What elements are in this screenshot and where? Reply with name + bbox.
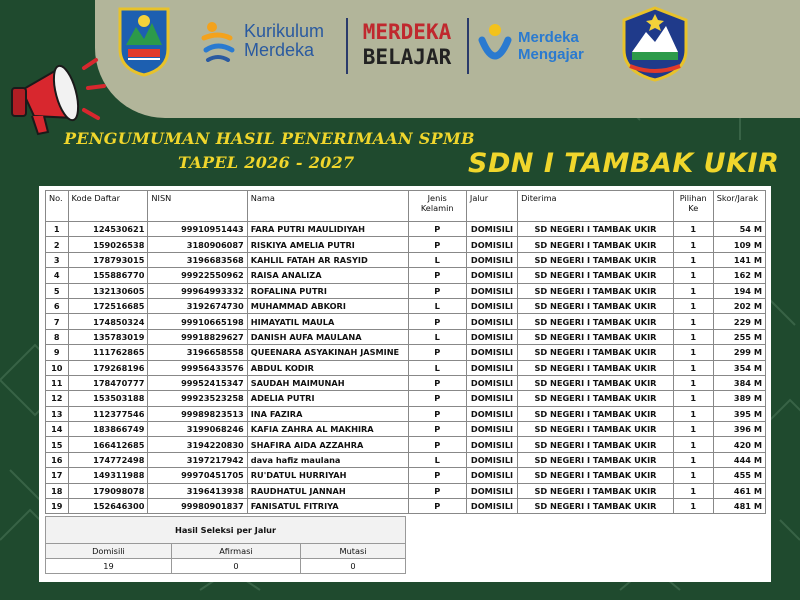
cell-diterima: SD NEGERI I TAMBAK UKIR (518, 360, 674, 375)
cell-nama: RISKIYA AMELIA PUTRI (247, 237, 408, 252)
cell-no: 4 (46, 268, 69, 283)
cell-kode: 174850324 (68, 314, 148, 329)
cell-skor: 54 M (713, 222, 765, 237)
header-jenis-kelamin (408, 191, 466, 222)
cell-jalur: DOMISILI (466, 483, 517, 498)
cell-jalur: DOMISILI (466, 283, 517, 298)
cell-kode: 132130605 (68, 283, 148, 298)
regency-emblem-icon (116, 5, 172, 77)
cell-nisn: 99922550962 (148, 268, 247, 283)
header-pilihan (673, 191, 713, 222)
mengajar-figure-icon (478, 22, 512, 70)
cell-no: 8 (46, 329, 69, 344)
cell-skor: 461 M (713, 483, 765, 498)
cell-diterima: SD NEGERI I TAMBAK UKIR (518, 283, 674, 298)
cell-skor: 396 M (713, 422, 765, 437)
table-row (46, 314, 766, 329)
cell-kode: 155886770 (68, 268, 148, 283)
cell-diterima: SD NEGERI I TAMBAK UKIR (518, 298, 674, 313)
table-row (46, 329, 766, 344)
cell-skor: 389 M (713, 391, 765, 406)
cell-pilihan: 1 (673, 268, 713, 283)
cell-pilihan: 1 (673, 483, 713, 498)
announcement-title: PENGUMUMAN HASIL PENERIMAAN SPMB (64, 129, 475, 148)
merdeka-belajar-line1: MERDEKA (362, 20, 452, 44)
table-row (46, 437, 766, 452)
cell-nama: HIMAYATIL MAULA (247, 314, 408, 329)
cell-diterima: SD NEGERI I TAMBAK UKIR (518, 237, 674, 252)
cell-pilihan: 1 (673, 329, 713, 344)
cell-diterima: SD NEGERI I TAMBAK UKIR (518, 375, 674, 390)
cell-diterima: SD NEGERI I TAMBAK UKIR (518, 314, 674, 329)
cell-no: 18 (46, 483, 69, 498)
cell-jalur: DOMISILI (466, 468, 517, 483)
cell-jk: L (408, 360, 466, 375)
table-row (46, 237, 766, 252)
cell-pilihan: 1 (673, 406, 713, 421)
cell-skor: 420 M (713, 437, 765, 452)
cell-diterima: SD NEGERI I TAMBAK UKIR (518, 406, 674, 421)
cell-nisn: 99989823513 (148, 406, 247, 421)
cell-kode: 135783019 (68, 329, 148, 344)
cell-jalur: DOMISILI (466, 268, 517, 283)
cell-pilihan: 1 (673, 452, 713, 467)
cell-kode: 112377546 (68, 406, 148, 421)
cell-jk: P (408, 237, 466, 252)
cell-nama: KAHLIL FATAH AR RASYID (247, 252, 408, 267)
cell-jk: P (408, 222, 466, 237)
cell-pilihan: 1 (673, 422, 713, 437)
summary-value-mutasi: 0 (301, 559, 406, 574)
cell-nisn: 3196413938 (148, 483, 247, 498)
cell-no: 15 (46, 437, 69, 452)
cell-diterima: SD NEGERI I TAMBAK UKIR (518, 452, 674, 467)
cell-nisn: 99970451705 (148, 468, 247, 483)
cell-jk: P (408, 499, 466, 514)
cell-pilihan: 1 (673, 283, 713, 298)
cell-skor: 444 M (713, 452, 765, 467)
cell-no: 2 (46, 237, 69, 252)
cell-nama: RAUDHATUL JANNAH (247, 483, 408, 498)
cell-jk: P (408, 314, 466, 329)
summary-value-afirmasi: 0 (171, 559, 300, 574)
cell-no: 17 (46, 468, 69, 483)
cell-nama: MUHAMMAD ABKORI (247, 298, 408, 313)
summary-value-domisili: 19 (46, 559, 172, 574)
header-pil-line1: Pilihan (679, 193, 707, 203)
table-row (46, 345, 766, 360)
table-row (46, 298, 766, 313)
merdeka-mengajar-logo (478, 22, 584, 70)
cell-skor: 162 M (713, 268, 765, 283)
table-row (46, 452, 766, 467)
merdeka-belajar-logo (352, 20, 462, 70)
cell-jk: P (408, 345, 466, 360)
cell-pilihan: 1 (673, 360, 713, 375)
header-nisn: NISN (148, 191, 247, 222)
cell-diterima: SD NEGERI I TAMBAK UKIR (518, 391, 674, 406)
summary-table (45, 516, 406, 574)
cell-jk: P (408, 422, 466, 437)
mengajar-line1: Merdeka (518, 29, 579, 46)
cell-no: 16 (46, 452, 69, 467)
cell-nisn: 99918829627 (148, 329, 247, 344)
header-jalur: Jalur (466, 191, 517, 222)
cell-pilihan: 1 (673, 237, 713, 252)
cell-kode: 183866749 (68, 422, 148, 437)
logo-separator (467, 18, 469, 74)
cell-nama: FARA PUTRI MAULIDIYAH (247, 222, 408, 237)
cell-diterima: SD NEGERI I TAMBAK UKIR (518, 345, 674, 360)
announcement-period: TAPEL 2026 - 2027 (178, 153, 355, 172)
cell-nama: RAISA ANALIZA (247, 268, 408, 283)
cell-no: 3 (46, 252, 69, 267)
school-name: SDN I TAMBAK UKIR (468, 148, 780, 179)
cell-no: 6 (46, 298, 69, 313)
table-row (46, 468, 766, 483)
cell-jalur: DOMISILI (466, 375, 517, 390)
cell-no: 5 (46, 283, 69, 298)
cell-pilihan: 1 (673, 375, 713, 390)
cell-jk: P (408, 283, 466, 298)
cell-jalur: DOMISILI (466, 452, 517, 467)
cell-diterima: SD NEGERI I TAMBAK UKIR (518, 483, 674, 498)
cell-nama: INA FAZIRA (247, 406, 408, 421)
cell-jk: P (408, 268, 466, 283)
cell-nisn: 99956433576 (148, 360, 247, 375)
cell-no: 9 (46, 345, 69, 360)
table-row (46, 391, 766, 406)
cell-jalur: DOMISILI (466, 391, 517, 406)
cell-nisn: 99910951443 (148, 222, 247, 237)
cell-nama: ADELIA PUTRI (247, 391, 408, 406)
cell-nisn: 3196658558 (148, 345, 247, 360)
table-row (46, 483, 766, 498)
cell-kode: 124530621 (68, 222, 148, 237)
table-row (46, 422, 766, 437)
cell-jk: P (408, 391, 466, 406)
cell-jk: P (408, 437, 466, 452)
cell-kode: 178793015 (68, 252, 148, 267)
cell-nama: dava hafiz maulana (247, 452, 408, 467)
cell-diterima: SD NEGERI I TAMBAK UKIR (518, 437, 674, 452)
kurikulum-figure-icon (200, 20, 236, 62)
cell-skor: 395 M (713, 406, 765, 421)
cell-no: 7 (46, 314, 69, 329)
cell-nama: SHAFIRA AIDA AZZAHRA (247, 437, 408, 452)
table-header-row (46, 191, 766, 222)
cell-no: 14 (46, 422, 69, 437)
cell-jalur: DOMISILI (466, 237, 517, 252)
cell-pilihan: 1 (673, 252, 713, 267)
cell-skor: 299 M (713, 345, 765, 360)
cell-nama: KAFIA ZAHRA AL MAKHIRA (247, 422, 408, 437)
cell-kode: 166412685 (68, 437, 148, 452)
header-kode: Kode Daftar (68, 191, 148, 222)
logo-separator (346, 18, 348, 74)
cell-jalur: DOMISILI (466, 252, 517, 267)
cell-pilihan: 1 (673, 345, 713, 360)
cell-kode: 172516685 (68, 298, 148, 313)
summary-title: Hasil Seleksi per Jalur (46, 517, 406, 544)
cell-pilihan: 1 (673, 499, 713, 514)
cell-skor: 255 M (713, 329, 765, 344)
cell-jk: P (408, 406, 466, 421)
cell-pilihan: 1 (673, 222, 713, 237)
cell-jalur: DOMISILI (466, 406, 517, 421)
cell-kode: 159026538 (68, 237, 148, 252)
header-jk-line2: Kelamin (420, 203, 454, 213)
table-row (46, 283, 766, 298)
cell-no: 13 (46, 406, 69, 421)
cell-nisn: 3180906087 (148, 237, 247, 252)
cell-pilihan: 1 (673, 298, 713, 313)
table-row (46, 360, 766, 375)
cell-jk: L (408, 252, 466, 267)
cell-diterima: SD NEGERI I TAMBAK UKIR (518, 499, 674, 514)
province-emblem-icon (620, 6, 690, 82)
cell-skor: 481 M (713, 499, 765, 514)
cell-diterima: SD NEGERI I TAMBAK UKIR (518, 252, 674, 267)
cell-nama: FANISATUL FITRIYA (247, 499, 408, 514)
kurikulum-line1: Kurikulum (244, 21, 325, 41)
cell-kode: 152646300 (68, 499, 148, 514)
kurikulum-line2: Merdeka (244, 40, 315, 60)
cell-skor: 229 M (713, 314, 765, 329)
cell-diterima: SD NEGERI I TAMBAK UKIR (518, 468, 674, 483)
summary-label-mutasi: Mutasi (301, 544, 406, 559)
cell-nisn: 99952415347 (148, 375, 247, 390)
cell-nama: ABDUL KODIR (247, 360, 408, 375)
cell-jk: L (408, 298, 466, 313)
cell-kode: 153503188 (68, 391, 148, 406)
cell-nama: QUEENARA ASYAKINAH JASMINE (247, 345, 408, 360)
cell-skor: 384 M (713, 375, 765, 390)
cell-nisn: 99964993332 (148, 283, 247, 298)
header-pil-line2: Ke (688, 203, 699, 213)
merdeka-belajar-line2: BELAJAR (362, 45, 452, 69)
cell-jalur: DOMISILI (466, 329, 517, 344)
cell-skor: 109 M (713, 237, 765, 252)
cell-nisn: 3192674730 (148, 298, 247, 313)
cell-jalur: DOMISILI (466, 422, 517, 437)
header-skor: Skor/Jarak (713, 191, 765, 222)
header-jk-line1: Jenis (427, 193, 447, 203)
mengajar-line2: Mengajar (518, 46, 584, 63)
cell-kode: 174772498 (68, 452, 148, 467)
cell-diterima: SD NEGERI I TAMBAK UKIR (518, 422, 674, 437)
table-row (46, 375, 766, 390)
cell-pilihan: 1 (673, 437, 713, 452)
kurikulum-merdeka-logo (200, 20, 324, 62)
cell-nisn: 3194220830 (148, 437, 247, 452)
table-row (46, 222, 766, 237)
cell-skor: 202 M (713, 298, 765, 313)
cell-kode: 179098078 (68, 483, 148, 498)
cell-diterima: SD NEGERI I TAMBAK UKIR (518, 268, 674, 283)
cell-jk: P (408, 483, 466, 498)
table-row (46, 268, 766, 283)
cell-kode: 111762865 (68, 345, 148, 360)
cell-jalur: DOMISILI (466, 222, 517, 237)
cell-nisn: 3196683568 (148, 252, 247, 267)
cell-skor: 141 M (713, 252, 765, 267)
cell-nisn: 99923523258 (148, 391, 247, 406)
cell-jalur: DOMISILI (466, 345, 517, 360)
cell-skor: 194 M (713, 283, 765, 298)
cell-nisn: 3197217942 (148, 452, 247, 467)
cell-kode: 179268196 (68, 360, 148, 375)
cell-diterima: SD NEGERI I TAMBAK UKIR (518, 222, 674, 237)
results-table (45, 190, 766, 514)
table-row (46, 406, 766, 421)
header-no: No. (46, 191, 69, 222)
cell-no: 1 (46, 222, 69, 237)
table-row (46, 499, 766, 514)
cell-no: 19 (46, 499, 69, 514)
cell-jk: P (408, 375, 466, 390)
cell-no: 10 (46, 360, 69, 375)
cell-kode: 149311988 (68, 468, 148, 483)
cell-pilihan: 1 (673, 468, 713, 483)
cell-jalur: DOMISILI (466, 437, 517, 452)
cell-jalur: DOMISILI (466, 499, 517, 514)
summary-label-domisili: Domisili (46, 544, 172, 559)
cell-jk: L (408, 452, 466, 467)
cell-no: 11 (46, 375, 69, 390)
cell-nisn: 99980901837 (148, 499, 247, 514)
header-diterima: Diterima (518, 191, 674, 222)
cell-nisn: 3199068246 (148, 422, 247, 437)
cell-nama: RU'DATUL HURRIYAH (247, 468, 408, 483)
summary-label-afirmasi: Afirmasi (171, 544, 300, 559)
cell-nama: ROFALINA PUTRI (247, 283, 408, 298)
cell-jk: P (408, 468, 466, 483)
cell-nisn: 99910665198 (148, 314, 247, 329)
cell-pilihan: 1 (673, 391, 713, 406)
cell-jalur: DOMISILI (466, 314, 517, 329)
cell-kode: 178470777 (68, 375, 148, 390)
cell-diterima: SD NEGERI I TAMBAK UKIR (518, 329, 674, 344)
cell-jk: L (408, 329, 466, 344)
cell-nama: DANISH AUFA MAULANA (247, 329, 408, 344)
table-row (46, 252, 766, 267)
cell-pilihan: 1 (673, 314, 713, 329)
header-nama: Nama (247, 191, 408, 222)
cell-no: 12 (46, 391, 69, 406)
cell-nama: SAUDAH MAIMUNAH (247, 375, 408, 390)
cell-jalur: DOMISILI (466, 298, 517, 313)
cell-jalur: DOMISILI (466, 360, 517, 375)
cell-skor: 354 M (713, 360, 765, 375)
cell-skor: 455 M (713, 468, 765, 483)
